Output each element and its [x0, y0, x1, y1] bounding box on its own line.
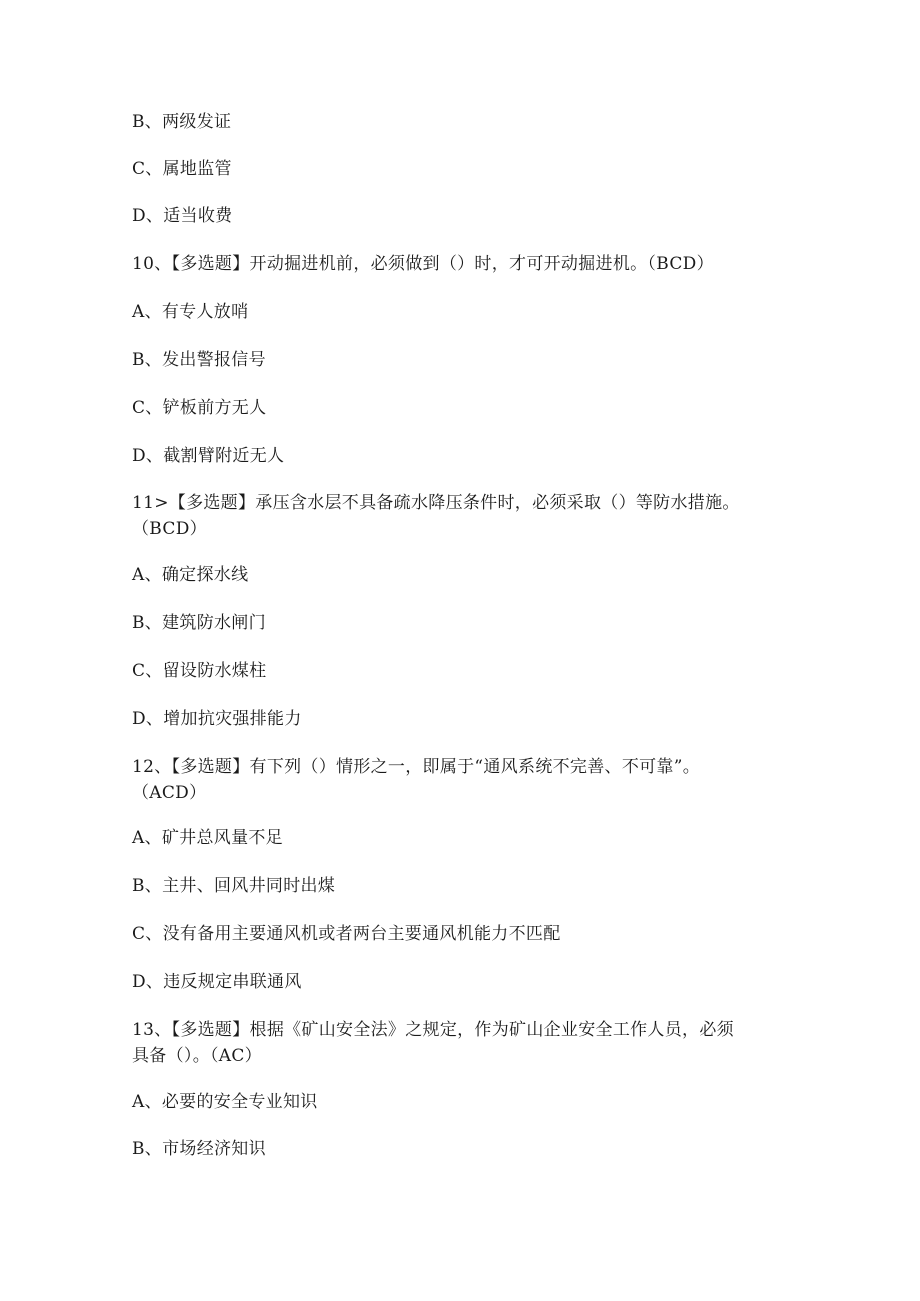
option-item: C、留设防水煤柱 [132, 661, 267, 681]
option-item: A、有专人放哨 [132, 302, 249, 322]
question-12-text [132, 754, 792, 806]
question-11-text [132, 490, 792, 542]
option-item: B、主井、回风井同时出煤 [132, 876, 336, 896]
option-item: B、两级发证 [132, 112, 232, 132]
option-item: D、增加抗灾强排能力 [132, 709, 302, 729]
option-item: A、必要的安全专业知识 [132, 1092, 318, 1112]
question-line: 13、【多选题】根据《矿山安全法》之规定，作为矿山企业安全工作人员，必须 [132, 1020, 734, 1040]
option-item: B、建筑防水闸门 [132, 613, 266, 633]
option-item: C、铲板前方无人 [132, 398, 267, 418]
option-item: A、确定探水线 [132, 565, 249, 585]
question-line: 具备（）。（AC） [132, 1046, 262, 1066]
option-item: D、违反规定串联通风 [132, 972, 302, 992]
question-line: 11>【多选题】承压含水层不具备疏水降压条件时，必须采取（）等防水措施。 [132, 493, 740, 513]
option-item: A、矿井总风量不足 [132, 828, 283, 848]
question-line: 12、【多选题】有下列（）情形之一，即属于“通风系统不完善、不可靠”。 [132, 757, 701, 777]
option-item: B、市场经济知识 [132, 1139, 266, 1159]
question-13-text [132, 1017, 792, 1069]
option-item: C、属地监管 [132, 159, 232, 179]
option-item: D、适当收费 [132, 206, 233, 226]
option-item: C、没有备用主要通风机或者两台主要通风机能力不匹配 [132, 924, 561, 944]
option-item: D、截割臂附近无人 [132, 446, 285, 466]
question-10-text: 10、【多选题】开动掘进机前，必须做到（）时，才可开动掘进机。（BCD） [132, 254, 714, 274]
option-item: B、发出警报信号 [132, 350, 266, 370]
question-line: （BCD） [132, 519, 207, 539]
question-line: （ACD） [132, 783, 207, 803]
